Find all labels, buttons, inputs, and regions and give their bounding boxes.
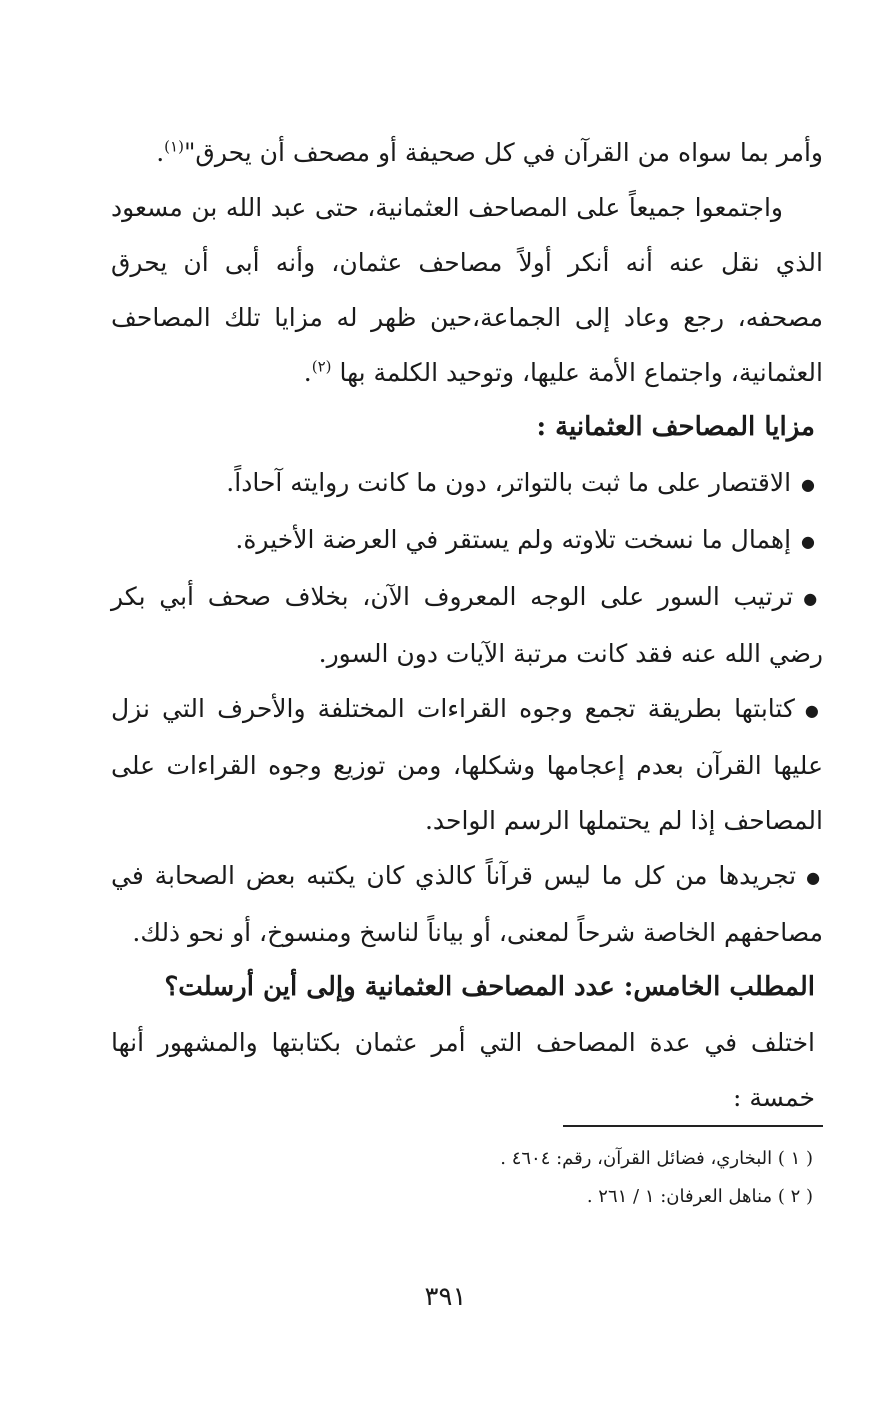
paragraph-2-end: .: [303, 358, 312, 387]
paragraph-1-end: .: [156, 138, 165, 167]
section-heading-features: مزايا المصاحف العثمانية :: [536, 412, 815, 442]
paragraph-1-text: وأمر بما سواه من القرآن في كل صحيفة أو مصحف أن يحرق": [183, 138, 823, 167]
bullet-item-5: ● تجريدها من كل ما ليس قرآناً كالذي كان يكتبه بعض الصحابة في مصاحفهم الخاصة شرحاً لمعنى، أو بياناً لناسخ ومنسوخ، أو نحو ذلك.: [111, 848, 823, 960]
bullet-item-3: ● ترتيب السور على الوجه المعروف الآن، بخلاف صحف أبي بكر رضي الله عنه فقد كانت مرتبة الآيات دون السور.: [111, 569, 823, 681]
paragraph-count: اختلف في عدة المصاحف التي أمر عثمان بكتابتها والمشهور أنها خمسة :: [111, 1028, 815, 1112]
footnote-separator: [563, 1125, 823, 1127]
bullet-item-1: ● الاقتصار على ما ثبت بالتواتر، دون ما كانت روايته آحاداً.: [111, 455, 823, 512]
footnote-1: ( ١ ) البخاري، فضائل القرآن، رقم: ٤٦٠٤ .: [500, 1148, 813, 1169]
section-heading-count: المطلب الخامس: عدد المصاحف العثمانية وإلى أين أرسلت؟: [164, 972, 815, 1002]
bullet-item-4: ● كتابتها بطريقة تجمع وجوه القراءات المختلفة والأحرف التي نزل عليها القرآن بعدم إعجامها وشكلها، ومن توزيع وجوه القراءات على المصاحف إذا لم يحتملها الرسم الواحد.: [111, 681, 823, 848]
main-text: [111, 125, 823, 1125]
paragraph-2-text: واجتمعوا جميعاً على المصاحف العثمانية، حتى عبد الله بن مسعود الذي نقل عنه أنه أنكر أولاً مصاحف عثمان، وأنه أبى أن يحرق مصحفه، رجع وعاد إلى الجماعة،حين ظهر له مزايا تلك المصاحف العثمانية، واجتماع الأمة عليها، وتوحيد الكلمة بها: [111, 193, 823, 387]
page-number: ٣٩١: [424, 1282, 467, 1312]
footnote-2: ( ٢ ) مناهل العرفان: ١ / ٢٦١ .: [586, 1186, 813, 1207]
footnote-ref-2: (٢): [311, 357, 332, 376]
paragraph-2: [111, 180, 823, 400]
footnotes: [111, 1140, 823, 1216]
footnote-ref-1: (١): [164, 137, 184, 156]
bullet-item-2: ● إهمال ما نسخت تلاوته ولم يستقر في العرضة الأخيرة.: [111, 512, 823, 569]
paragraph-1: [111, 125, 823, 180]
